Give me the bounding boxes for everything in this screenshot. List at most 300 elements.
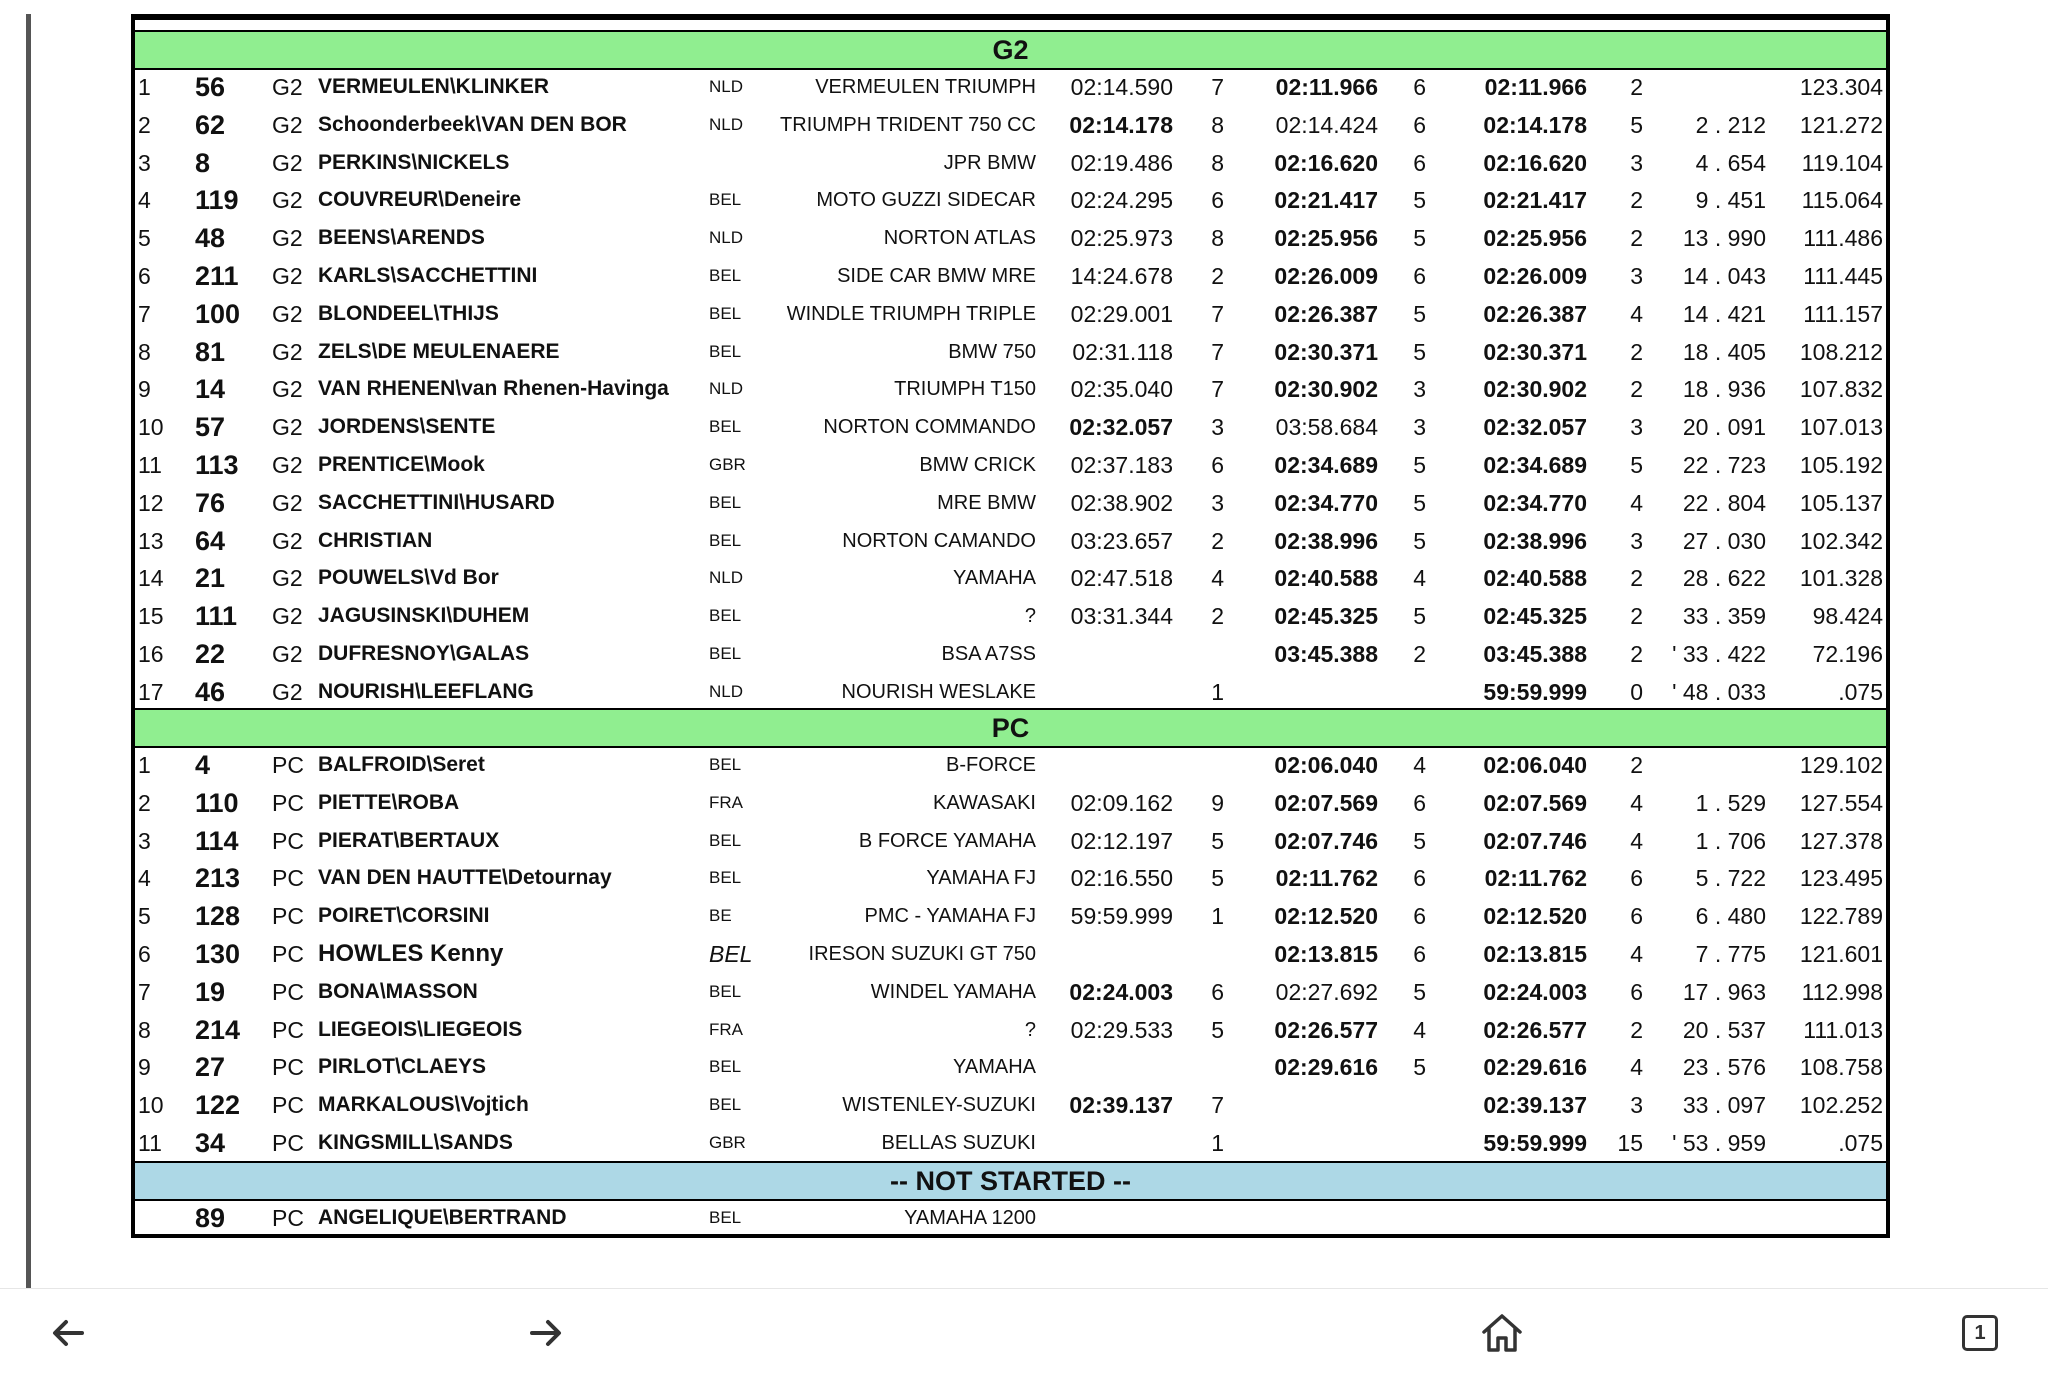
machine-cell: YAMAHA 1200 (904, 1207, 1036, 1229)
gap-cell: 23 . 576 (1682, 1054, 1766, 1081)
best-lap-cell: 6 (1630, 978, 1643, 1005)
race-number-cell: 14 (195, 374, 226, 405)
nationality-cell: BEL (709, 830, 742, 850)
race-number-cell: 211 (195, 261, 239, 291)
machine-cell: YAMAHA (953, 567, 1036, 590)
machine-cell: NORTON ATLAS (883, 227, 1036, 250)
lap-1-cell: 7 (1211, 338, 1224, 365)
position-cell: 5 (138, 225, 151, 252)
best-lap-cell: 2 (1630, 565, 1643, 592)
best-time-cell: 02:24.003 (1483, 978, 1587, 1005)
race-number-cell: 57 (195, 412, 226, 443)
class-cell: PC (272, 1130, 304, 1156)
lap-2-cell: 5 (1413, 338, 1426, 365)
race-number-cell: 100 (195, 298, 241, 329)
nationality-cell: NLD (709, 228, 744, 248)
machine-cell: BMW 750 (948, 340, 1036, 363)
time-2-cell: 02:06.040 (1274, 752, 1378, 778)
lap-2-cell: 5 (1413, 603, 1426, 630)
nationality-cell: NLD (709, 568, 744, 588)
nationality-cell: BEL (709, 303, 742, 323)
best-lap-cell: 2 (1630, 641, 1643, 667)
rider-name-cell: JORDENS\SENTE (318, 415, 496, 439)
table-row (135, 1086, 1886, 1124)
time-1-cell: 02:29.001 (1070, 300, 1173, 327)
rider-name-cell: BEENS\ARENDS (318, 226, 485, 250)
rider-name-cell: LIEGEOIS\LIEGEOIS (318, 1017, 523, 1041)
lap-2-cell: 6 (1413, 865, 1426, 892)
back-button[interactable] (38, 1303, 98, 1363)
gap-cell: 20 . 537 (1682, 1016, 1766, 1043)
gap-cell: 17 . 963 (1682, 978, 1766, 1005)
race-number-cell: 48 (195, 223, 226, 254)
table-row (135, 559, 1886, 597)
class-cell: G2 (272, 452, 303, 478)
position-cell: 9 (138, 1054, 151, 1081)
best-lap-cell: 3 (1630, 1092, 1643, 1119)
gap-cell: 28 . 622 (1682, 565, 1766, 592)
best-time-cell: 02:25.956 (1483, 225, 1587, 252)
machine-cell: VERMEULEN TRIUMPH (815, 76, 1036, 98)
nationality-cell: BEL (709, 606, 742, 626)
time-1-cell: 02:14.178 (1069, 111, 1173, 138)
speed-cell: 111.157 (1803, 300, 1883, 327)
time-1-cell: 02:14.590 (1070, 74, 1173, 100)
class-cell: G2 (272, 74, 303, 100)
time-2-cell: 02:26.577 (1274, 1016, 1378, 1043)
home-icon (1479, 1310, 1525, 1356)
tab-count-icon (1962, 1315, 1998, 1351)
time-1-cell: 59:59.999 (1070, 903, 1173, 930)
class-cell: PC (272, 827, 304, 854)
section-header-g2: G2 (135, 30, 1886, 70)
time-2-cell: 03:45.388 (1274, 641, 1378, 667)
time-2-cell: 02:11.966 (1275, 74, 1378, 100)
time-1-cell: 02:19.486 (1070, 149, 1173, 176)
class-cell: PC (272, 1205, 304, 1231)
speed-cell: 108.212 (1799, 338, 1883, 365)
position-cell: 6 (138, 941, 151, 967)
speed-cell: 129.102 (1799, 752, 1883, 778)
race-number-cell: 128 (195, 901, 241, 932)
best-lap-cell: 2 (1630, 74, 1643, 100)
time-1-cell: 02:31.118 (1072, 338, 1173, 365)
lap-1-cell: 7 (1211, 300, 1224, 327)
time-2-cell: 03:58.684 (1275, 414, 1378, 441)
table-row (135, 446, 1886, 484)
lap-1-cell: 6 (1211, 452, 1224, 478)
lap-1-cell: 5 (1211, 1016, 1224, 1043)
time-1-cell: 02:25.973 (1070, 225, 1173, 252)
gap-cell: 33 . 359 (1682, 603, 1766, 630)
results-table (131, 14, 1890, 1238)
gap-cell: ' 33 . 422 (1672, 641, 1766, 667)
rider-name-cell: ZELS\DE MEULENAERE (318, 339, 560, 363)
machine-cell: IRESON SUZUKI GT 750 (808, 943, 1036, 965)
lap-2-cell: 2 (1413, 641, 1426, 667)
race-number-cell: 113 (195, 450, 239, 480)
machine-cell: B-FORCE (946, 754, 1036, 776)
position-cell: 14 (138, 565, 164, 592)
best-lap-cell: 0 (1630, 678, 1643, 705)
position-cell: 2 (138, 111, 151, 138)
gap-cell: 4 . 654 (1695, 149, 1766, 176)
machine-cell: TRIUMPH T150 (894, 378, 1036, 401)
time-2-cell: 02:27.692 (1275, 978, 1378, 1005)
table-row (135, 746, 1886, 784)
gap-cell: 5 . 722 (1695, 865, 1766, 892)
position-cell: 2 (138, 789, 151, 816)
race-number-cell: 4 (195, 750, 211, 780)
time-2-cell: 02:16.620 (1274, 149, 1378, 176)
rider-name-cell: HOWLES Kenny (318, 940, 504, 967)
lap-1-cell: 2 (1211, 263, 1224, 289)
nationality-cell: NLD (709, 681, 744, 701)
position-cell: 3 (138, 149, 151, 176)
position-cell: 4 (138, 187, 151, 214)
class-cell: PC (272, 1016, 304, 1043)
lap-1-cell: 1 (1211, 1130, 1224, 1156)
speed-cell: 115.064 (1801, 187, 1883, 214)
arrow-left-icon (48, 1313, 88, 1353)
lap-2-cell: 5 (1413, 300, 1426, 327)
lap-2-cell: 5 (1413, 452, 1426, 478)
lap-2-cell: 5 (1413, 527, 1426, 554)
machine-cell: NOURISH WESLAKE (841, 680, 1036, 703)
table-row (135, 1124, 1886, 1162)
class-cell: PC (272, 941, 304, 967)
tabs-button[interactable] (1950, 1303, 2010, 1363)
time-2-cell: 02:11.762 (1275, 865, 1378, 892)
best-lap-cell: 2 (1630, 187, 1643, 214)
best-lap-cell: 2 (1630, 1016, 1643, 1043)
table-row (135, 822, 1886, 860)
best-lap-cell: 2 (1630, 376, 1643, 403)
race-number-cell: 22 (195, 639, 226, 669)
position-cell: 10 (138, 414, 164, 441)
best-time-cell: 02:32.057 (1483, 414, 1587, 441)
gap-cell: 14 . 043 (1682, 263, 1766, 289)
machine-cell: WINDLE TRIUMPH TRIPLE (786, 302, 1036, 325)
lap-2-cell: 3 (1413, 414, 1426, 441)
nationality-cell: GBR (709, 1133, 746, 1152)
document-left-rule (26, 14, 31, 1290)
speed-cell: 108.758 (1799, 1054, 1883, 1081)
lap-1-cell: 9 (1211, 789, 1224, 816)
rider-name-cell: Schoonderbeek\VAN DEN BOR (318, 112, 627, 136)
rider-name-cell: PRENTICE\Mook (318, 453, 485, 476)
best-lap-cell: 2 (1630, 338, 1643, 365)
best-lap-cell: 15 (1617, 1130, 1643, 1156)
machine-cell: NORTON CAMANDO (842, 529, 1036, 552)
table-row (135, 897, 1886, 935)
speed-cell: 111.445 (1803, 263, 1883, 289)
race-number-cell: 122 (195, 1090, 241, 1121)
class-cell: PC (272, 903, 304, 930)
nationality-cell: NLD (709, 77, 744, 96)
time-2-cell: 02:13.815 (1274, 941, 1378, 967)
time-1-cell: 03:23.657 (1070, 527, 1173, 554)
speed-cell: 102.342 (1799, 527, 1883, 554)
rider-name-cell: VERMEULEN\KLINKER (318, 75, 550, 98)
nationality-cell: FRA (709, 1019, 743, 1039)
best-time-cell: 02:21.417 (1483, 187, 1587, 214)
race-number-cell: 111 (195, 601, 238, 632)
table-row (135, 859, 1886, 897)
speed-cell: 107.013 (1799, 414, 1883, 441)
best-lap-cell: 3 (1630, 414, 1643, 441)
nationality-cell: BEL (709, 755, 742, 774)
rider-name-cell: SACCHETTINI\HUSARD (318, 490, 555, 514)
lap-2-cell: 5 (1413, 1054, 1426, 1081)
nationality-cell: BEL (709, 941, 753, 967)
rider-name-cell: PERKINS\NICKELS (318, 150, 510, 174)
gap-cell: 18 . 405 (1682, 338, 1766, 365)
lap-2-cell: 6 (1413, 903, 1426, 930)
lap-2-cell: 6 (1413, 263, 1426, 289)
speed-cell: .075 (1838, 1130, 1883, 1156)
lap-2-cell: 6 (1413, 111, 1426, 138)
time-1-cell: 02:24.003 (1069, 978, 1173, 1005)
position-cell: 16 (138, 641, 164, 667)
race-number-cell: 64 (195, 525, 226, 556)
race-number-cell: 8 (195, 147, 211, 178)
position-cell: 5 (138, 903, 151, 930)
race-number-cell: 76 (195, 487, 226, 518)
class-cell: G2 (272, 527, 303, 554)
best-time-cell: 02:29.616 (1483, 1054, 1587, 1081)
machine-cell: WISTENLEY-SUZUKI (842, 1094, 1036, 1117)
position-cell: 15 (138, 603, 164, 630)
race-number-cell: 214 (195, 1014, 241, 1045)
section-header-not-started: -- NOT STARTED -- (135, 1161, 1886, 1201)
time-1-cell: 03:31.344 (1070, 603, 1173, 630)
lap-1-cell: 2 (1211, 603, 1224, 630)
machine-cell: BSA A7SS (941, 643, 1036, 665)
best-time-cell: 02:07.569 (1483, 789, 1587, 816)
time-2-cell: 02:34.770 (1274, 489, 1378, 516)
time-1-cell: 02:24.295 (1070, 187, 1173, 214)
table-row (135, 295, 1886, 333)
best-time-cell: 02:26.577 (1483, 1016, 1587, 1043)
rider-name-cell: VAN DEN HAUTTE\Detournay (318, 866, 612, 890)
gap-cell: ' 48 . 033 (1672, 678, 1766, 705)
position-cell: 4 (138, 865, 151, 892)
time-1-cell: 02:16.550 (1070, 865, 1173, 892)
speed-cell: 123.495 (1799, 865, 1883, 892)
position-cell: 1 (138, 74, 151, 100)
lap-2-cell: 5 (1413, 187, 1426, 214)
class-cell: G2 (272, 414, 303, 441)
lap-1-cell: 5 (1211, 865, 1224, 892)
class-cell: G2 (272, 565, 303, 592)
nationality-cell: NLD (709, 379, 744, 399)
nationality-cell: FRA (709, 792, 743, 812)
position-cell: 17 (138, 678, 164, 705)
lap-2-cell: 5 (1413, 489, 1426, 516)
time-2-cell: 02:07.569 (1274, 789, 1378, 816)
machine-cell: SIDE CAR BMW MRE (837, 265, 1036, 287)
speed-cell: 107.832 (1799, 376, 1883, 403)
rider-name-cell: BLONDEEL\THIJS (318, 301, 499, 325)
best-time-cell: 02:30.371 (1483, 338, 1587, 365)
gap-cell: 20 . 091 (1682, 414, 1766, 441)
lap-1-cell: 5 (1211, 827, 1224, 854)
tab-count: 1 (1974, 1321, 1986, 1344)
speed-cell: 72.196 (1812, 641, 1883, 667)
rider-name-cell: BONA\MASSON (318, 979, 478, 1003)
speed-cell: 122.789 (1799, 903, 1883, 930)
gap-cell: 22 . 804 (1682, 489, 1766, 516)
time-1-cell: 02:29.533 (1070, 1016, 1173, 1043)
lap-1-cell: 1 (1211, 678, 1224, 705)
machine-cell: KAWASAKI (933, 791, 1036, 814)
lap-1-cell: 2 (1211, 527, 1224, 554)
class-cell: G2 (272, 338, 303, 365)
race-number-cell: 89 (195, 1203, 226, 1233)
best-time-cell: 02:11.966 (1484, 74, 1587, 100)
table-row (135, 1011, 1886, 1049)
machine-cell: JPR BMW (943, 151, 1036, 174)
table-row (135, 522, 1886, 560)
best-time-cell: 02:06.040 (1483, 752, 1587, 778)
nationality-cell: BEL (709, 1095, 742, 1115)
rider-name-cell: PIETTE\ROBA (318, 790, 460, 814)
table-row (135, 1199, 1886, 1237)
nationality-cell: BEL (709, 417, 742, 437)
forward-button[interactable] (516, 1303, 576, 1363)
rider-name-cell: COUVREUR\Deneire (318, 188, 522, 212)
time-2-cell: 02:07.746 (1274, 827, 1378, 854)
best-time-cell: 02:45.325 (1483, 603, 1587, 630)
table-row (135, 1048, 1886, 1086)
speed-cell: 121.272 (1799, 111, 1883, 138)
best-lap-cell: 4 (1630, 1054, 1643, 1081)
gap-cell: ' 53 . 959 (1672, 1130, 1766, 1156)
gap-cell: 1 . 706 (1695, 827, 1766, 854)
best-time-cell: 02:38.996 (1483, 527, 1587, 554)
class-cell: G2 (272, 111, 303, 138)
best-lap-cell: 3 (1630, 527, 1643, 554)
lap-2-cell: 5 (1413, 827, 1426, 854)
machine-cell: YAMAHA (953, 1056, 1036, 1079)
position-cell: 10 (138, 1092, 164, 1119)
class-cell: G2 (272, 300, 303, 327)
lap-1-cell: 8 (1211, 149, 1224, 176)
rider-name-cell: POUWELS\Vd Bor (318, 566, 499, 590)
position-cell: 11 (138, 1130, 162, 1156)
gap-cell: 1 . 529 (1695, 789, 1766, 816)
lap-2-cell: 5 (1413, 978, 1426, 1005)
position-cell: 9 (138, 376, 151, 403)
gap-cell: 27 . 030 (1682, 527, 1766, 554)
race-number-cell: 46 (195, 676, 226, 707)
lap-1-cell: 8 (1211, 225, 1224, 252)
best-time-cell: 59:59.999 (1483, 678, 1587, 705)
lap-1-cell: 6 (1211, 187, 1224, 214)
race-number-cell: 110 (195, 787, 239, 818)
best-lap-cell: 3 (1630, 263, 1643, 289)
class-cell: G2 (272, 603, 303, 630)
position-cell: 8 (138, 338, 151, 365)
gap-cell: 22 . 723 (1682, 452, 1766, 478)
time-2-cell: 02:38.996 (1274, 527, 1378, 554)
position-cell: 12 (138, 489, 164, 516)
best-lap-cell: 4 (1630, 941, 1643, 967)
speed-cell: 105.192 (1799, 452, 1883, 478)
lap-2-cell: 4 (1413, 752, 1426, 778)
table-row (135, 408, 1886, 446)
rider-name-cell: PIRLOT\CLAEYS (318, 1055, 487, 1079)
machine-cell: BMW CRICK (919, 454, 1036, 476)
position-cell: 7 (138, 978, 151, 1005)
table-row (135, 144, 1886, 182)
best-time-cell: 02:26.009 (1483, 263, 1587, 289)
time-2-cell: 02:30.371 (1274, 338, 1378, 365)
nationality-cell: BEL (709, 266, 742, 285)
lap-1-cell: 3 (1211, 414, 1224, 441)
best-time-cell: 02:14.178 (1483, 111, 1587, 138)
best-time-cell: 59:59.999 (1483, 1130, 1587, 1156)
class-cell: PC (272, 1092, 304, 1119)
class-cell: G2 (272, 641, 303, 667)
race-number-cell: 81 (195, 336, 226, 367)
best-lap-cell: 4 (1630, 489, 1643, 516)
position-cell: 13 (138, 527, 164, 554)
speed-cell: 127.554 (1799, 789, 1883, 816)
best-time-cell: 02:30.902 (1483, 376, 1587, 403)
lap-2-cell: 3 (1413, 376, 1426, 403)
speed-cell: 112.998 (1801, 978, 1883, 1005)
best-time-cell: 02:16.620 (1483, 149, 1587, 176)
time-1-cell: 14:24.678 (1070, 263, 1173, 289)
speed-cell: 111.486 (1803, 225, 1883, 252)
table-row (135, 673, 1886, 711)
table-row (135, 784, 1886, 822)
nationality-cell: BEL (709, 981, 742, 1001)
lap-1-cell: 7 (1211, 1092, 1224, 1119)
class-cell: G2 (272, 678, 303, 705)
lap-1-cell: 7 (1211, 74, 1224, 100)
nationality-cell: BEL (709, 492, 742, 512)
speed-cell: 127.378 (1799, 827, 1883, 854)
lap-2-cell: 6 (1413, 149, 1426, 176)
class-cell: G2 (272, 263, 303, 289)
rider-name-cell: KARLS\SACCHETTINI (318, 264, 538, 287)
best-time-cell: 02:07.746 (1483, 827, 1587, 854)
time-2-cell: 02:12.520 (1274, 903, 1378, 930)
rider-name-cell: NOURISH\LEEFLANG (318, 679, 534, 703)
table-row (135, 68, 1886, 106)
race-number-cell: 130 (195, 939, 241, 969)
lap-1-cell: 7 (1211, 376, 1224, 403)
home-button[interactable] (1472, 1303, 1532, 1363)
table-row (135, 333, 1886, 371)
race-number-cell: 114 (195, 825, 239, 856)
rider-name-cell: BALFROID\Seret (318, 753, 485, 776)
gap-cell: 6 . 480 (1695, 903, 1766, 930)
best-time-cell: 02:34.770 (1483, 489, 1587, 516)
time-2-cell: 02:26.009 (1274, 263, 1378, 289)
table-row (135, 597, 1886, 635)
arrow-right-icon (526, 1313, 566, 1353)
machine-cell: MRE BMW (937, 491, 1036, 514)
machine-cell: ? (1024, 605, 1036, 628)
best-lap-cell: 3 (1630, 149, 1643, 176)
nationality-cell: BEL (709, 644, 742, 663)
rider-name-cell: MARKALOUS\Vojtich (318, 1093, 529, 1117)
race-number-cell: 34 (195, 1128, 226, 1158)
